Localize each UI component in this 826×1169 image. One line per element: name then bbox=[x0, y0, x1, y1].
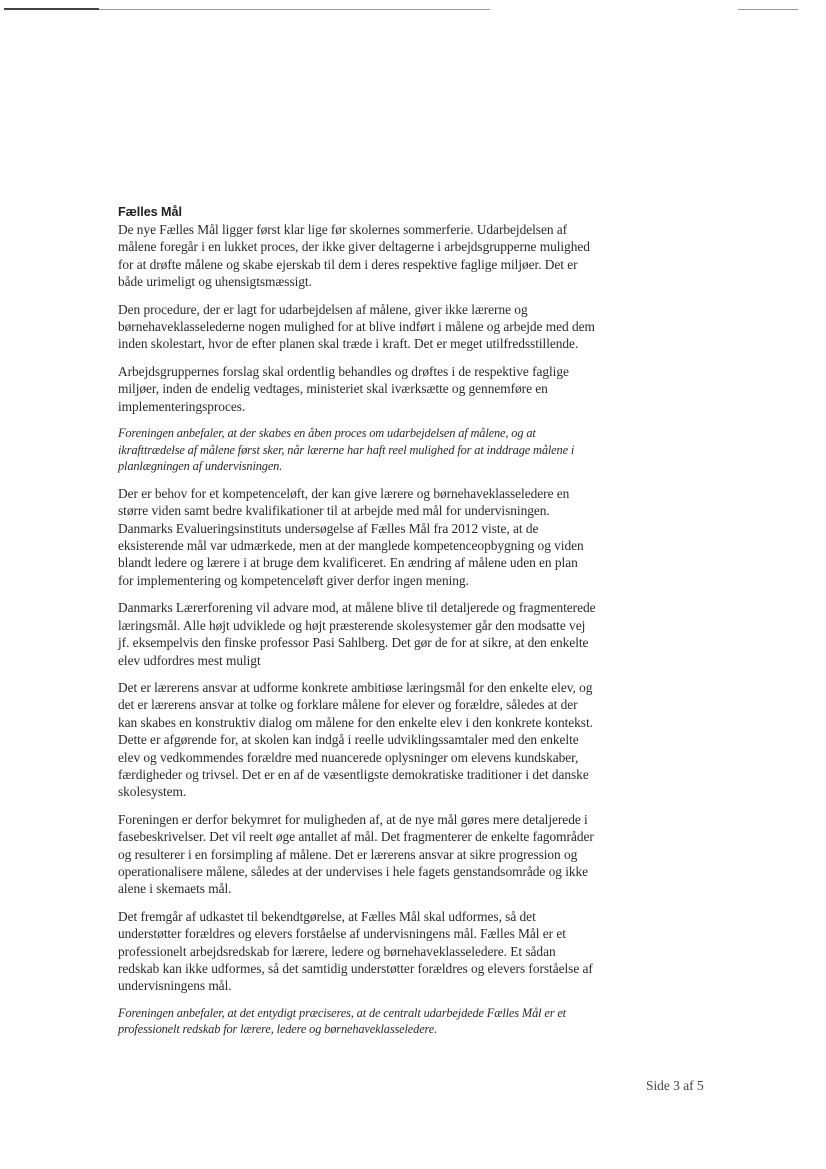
paragraph-working-groups: Arbejdsgruppernes forslag skal ordentlig behandles og drøftes i de respektive faglige miljøer, inden de endelig vedtages, ministeriet skal iværksætte og gennemføre en implementeringsproces. bbox=[118, 363, 569, 414]
section-heading: Fælles Mål bbox=[118, 205, 182, 219]
paragraph-concern: Foreningen er derfor bekymret for muligheden af, at de nye mål gøres mere detaljerede i fasebeskrivelser. Det vil reelt øge antallet af mål. Det fragmenterer de enkelte fagområder og resulterer i en forsimpling af målene. Det er lærerens ansvar at sikre progression og operationalisere målene, således at der undervises i hele fagets genstandsområde og ikke alene i skemaets mål. bbox=[118, 811, 594, 897]
paragraph-competence: Der er behov for et kompetenceløft, der kan give lærere og børnehaveklasseledere en større viden samt bedre kvalifikationer til at arbejde med mål for undervisningen. Danmarks Evalueringsinstituts undersøgelse af Fælles Mål fra 2012 viste, at de eksisterende mål var udmærkede, men at der manglede kompetenceopbygning og viden blandt ledere og lærere i at bruge dem kvalificeret. En ændring af målene uden en plan for implementering og kompetenceløft giver derfor ingen mening. bbox=[118, 485, 584, 588]
paragraph-teacher-responsibility: Det er lærerens ansvar at udforme konkrete ambitiøse læringsmål for den enkelte elev, og det er lærerens ansvar at tolke og forklare målene for elever og forældre, således at der kan skabes en konstruktiv dialog om målene for den enkelte elev i den konkrete kontekst. Dette er afgørende for, at skolen kan indgå i reelle udviklingssamtaler med den enkelte elev og vedkommendes forældre med nuancerede oplysninger om elevens kundskaber, færdigheder og trivsel. Det er en af de væsentligste demokratiske traditioner i det danske skolesystem. bbox=[118, 679, 593, 800]
paragraph-draft-order: Det fremgår af udkastet til bekendtgørelse, at Fælles Mål skal udformes, så det understøtter forældres og elevers forståelse af undervisningens mål. Fælles Mål er et professionelt arbejdsredskab for lærere, ledere og børnehaveklasseledere. Et sådan redskab kan ikke udformes, så det samtidig understøtter forældres og elevers forståelse af undervisningens mål. bbox=[118, 908, 593, 994]
paragraph-warning: Danmarks Lærerforening vil advare mod, at målene blive til detaljerede og fragmenterede læringsmål. Alle højt udviklede og højt præsterende skolesystemer går den modsatte vej jf. eksempelvis den finske professor Pasi Sahlberg. Det gør de for at sikre, at den enkelte elev udfordres mest muligt bbox=[118, 600, 596, 668]
recommendation-open-process: Foreningen anbefaler, at der skabes en åben proces om udarbejdelsen af målene, og at ikrafttrædelse af målene først sker, når lærerne har haft reel mulighed for at inddrage målene i planlægningen af undervisningen. bbox=[118, 426, 575, 474]
recommendation-professional-tool: Foreningen anbefaler, at det entydigt præciseres, at de centralt udarbejdede Fælles Mål er et professionelt redskab for lærere, ledere og børnehaveklasseledere. bbox=[118, 1005, 566, 1037]
paragraph-release-timing: De nye Fælles Mål ligger først klar lige før skolernes sommerferie. Udarbejdelsen af målene foregår i en lukket proces, der ikke giver deltagerne i arbejdsgrupperne mulighed for at drøfte målene og skabe ejerskab til dem i deres respektive faglige miljøer. Det er både urimeligt og uhensigtsmæssigt. bbox=[118, 222, 590, 290]
paragraph-procedure: Den procedure, der er lagt for udarbejdelsen af målene, giver ikke lærerne og børnehaveklasselederne nogen mulighed for at blive indført i målene og arbejde med dem inden skolestart, hvor de efter planen skal træde i kraft. Det er meget utilfredsstillende. bbox=[118, 301, 595, 352]
header-rule-accent bbox=[4, 8, 99, 10]
page-body bbox=[118, 204, 596, 1048]
page-number: Side 3 af 5 bbox=[646, 1078, 704, 1093]
header-rule-right bbox=[738, 9, 798, 10]
